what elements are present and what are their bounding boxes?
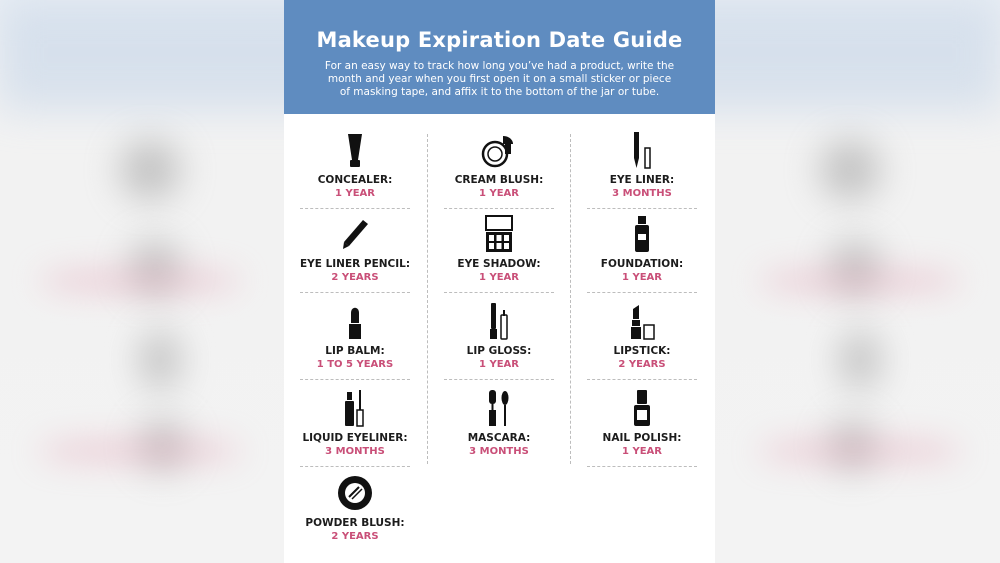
product-name: LIQUID EYELINER:: [302, 432, 408, 444]
row-divider: [587, 208, 697, 209]
product-item-lip-gloss: [444, 301, 554, 385]
product-duration: 1 YEAR: [335, 188, 375, 199]
column-divider: [570, 134, 571, 464]
product-item-liquid-eyeliner: [300, 388, 410, 472]
mascara-icon: [479, 388, 519, 428]
product-duration: 1 YEAR: [479, 359, 519, 370]
product-item-cream-blush: [444, 130, 554, 214]
product-duration: 2 YEARS: [331, 272, 379, 283]
powder-blush-compact-icon: [335, 473, 375, 513]
product-duration: 1 TO 5 YEARS: [316, 359, 394, 370]
row-divider: [300, 292, 410, 293]
row-divider: [300, 379, 410, 380]
lip-gloss-icon: [479, 301, 519, 341]
product-name: CREAM BLUSH:: [454, 174, 544, 186]
row-divider: [444, 379, 554, 380]
product-item-powder-blush: [300, 473, 410, 557]
product-name: EYE LINER PENCIL:: [299, 258, 411, 270]
product-duration: 2 YEARS: [618, 359, 666, 370]
eye-shadow-palette-icon: [479, 214, 519, 254]
product-item-foundation: [587, 214, 697, 298]
product-name: LIP GLOSS:: [466, 345, 532, 357]
product-duration: 1 YEAR: [622, 446, 662, 457]
row-divider: [444, 292, 554, 293]
product-item-concealer: [300, 130, 410, 214]
product-duration: 1 YEAR: [479, 188, 519, 199]
product-grid: [284, 130, 715, 563]
product-item-lip-balm: [300, 301, 410, 385]
expiration-guide-card: [284, 0, 715, 563]
product-duration: 3 MONTHS: [325, 446, 385, 457]
product-item-eye-liner: [587, 130, 697, 214]
row-divider: [300, 208, 410, 209]
nail-polish-icon: [622, 388, 662, 428]
product-item-eye-liner-pencil: [300, 214, 410, 298]
guide-title: Makeup Expiration Date Guide: [316, 28, 683, 52]
product-name: FOUNDATION:: [600, 258, 684, 270]
product-name: EYE SHADOW:: [457, 258, 541, 270]
product-duration: 2 YEARS: [331, 531, 379, 542]
product-name: NAIL POLISH:: [602, 432, 682, 444]
row-divider: [587, 292, 697, 293]
lipstick-icon: [622, 301, 662, 341]
product-duration: 1 YEAR: [479, 272, 519, 283]
product-duration: 3 MONTHS: [612, 188, 672, 199]
column-divider: [427, 134, 428, 464]
row-divider: [587, 466, 697, 467]
foundation-bottle-icon: [622, 214, 662, 254]
product-name: MASCARA:: [467, 432, 531, 444]
product-item-mascara: [444, 388, 554, 472]
row-divider: [444, 208, 554, 209]
row-divider: [587, 379, 697, 380]
product-name: LIPSTICK:: [613, 345, 671, 357]
guide-header: [284, 0, 715, 114]
product-name: EYE LINER:: [609, 174, 675, 186]
product-duration: 1 YEAR: [622, 272, 662, 283]
product-item-lipstick: [587, 301, 697, 385]
lip-balm-icon: [335, 301, 375, 341]
product-duration: 3 MONTHS: [469, 446, 529, 457]
product-item-nail-polish: [587, 388, 697, 472]
product-item-eye-shadow: [444, 214, 554, 298]
cream-blush-icon: [479, 130, 519, 170]
eye-liner-icon: [622, 130, 662, 170]
concealer-tube-icon: [335, 130, 375, 170]
liquid-eyeliner-icon: [335, 388, 375, 428]
row-divider: [300, 466, 410, 467]
product-name: POWDER BLUSH:: [305, 517, 405, 529]
product-name: CONCEALER:: [317, 174, 393, 186]
guide-subtitle: For an easy way to track how long you’ve had a product, write the month and year when you first open it on a small sticker or piece of masking tape, and affix it to the bottom of the jar or tube.: [324, 60, 675, 98]
eye-liner-pencil-icon: [335, 214, 375, 254]
product-name: LIP BALM:: [325, 345, 385, 357]
